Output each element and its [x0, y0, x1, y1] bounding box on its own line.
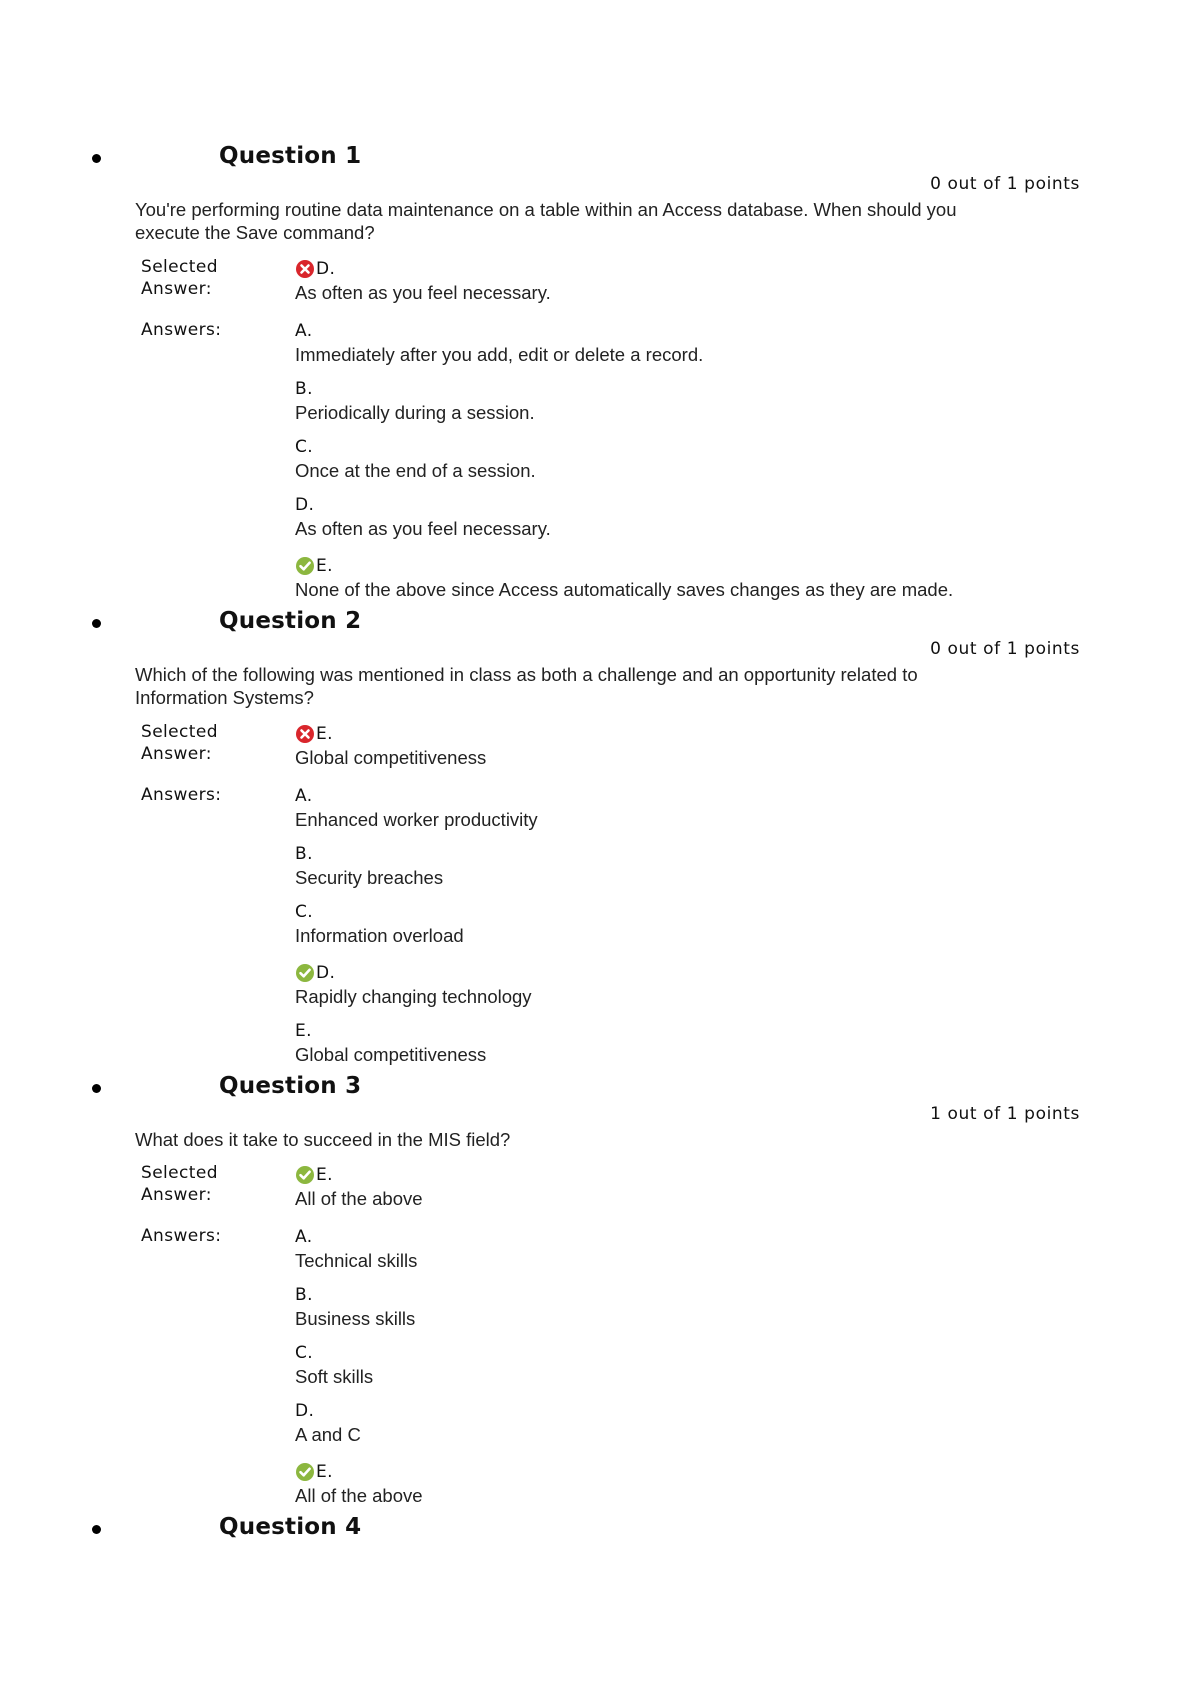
selected-answer: D. As often as you feel necessary.: [295, 259, 551, 303]
correct-icon: [295, 1462, 315, 1482]
question-title: Question 1: [219, 143, 362, 169]
answer-option-d: D. A and C: [295, 1401, 361, 1445]
selected-answer: E. All of the above: [295, 1165, 423, 1209]
answer-option-c: C. Once at the end of a session.: [295, 437, 536, 481]
selected-answer-label: Selected Answer:: [141, 1163, 218, 1205]
answer-option-a: A. Enhanced worker productivity: [295, 786, 538, 830]
answer-option-a: A. Immediately after you add, edit or delete a record.: [295, 321, 704, 365]
correct-icon: [295, 963, 315, 983]
bullet: [92, 154, 101, 163]
answers-label: Answers:: [141, 785, 222, 805]
question-title: Question 4: [219, 1514, 362, 1540]
answers-label: Answers:: [141, 1226, 222, 1246]
answer-option-a: A. Technical skills: [295, 1227, 418, 1271]
question-text: Which of the following was mentioned in class as both a challenge and an opportunity related to Information Systems?: [135, 664, 918, 708]
correct-icon: [295, 556, 315, 576]
points-score: 1 out of 1 points: [930, 1104, 1080, 1124]
correct-icon: [295, 1165, 315, 1185]
question-text: You're performing routine data maintenance on a table within an Access database. When should you execute the Save command?: [135, 199, 957, 243]
answer-option-b: B. Periodically during a session.: [295, 379, 535, 423]
question-text: What does it take to succeed in the MIS field?: [135, 1129, 511, 1150]
answers-label: Answers:: [141, 320, 222, 340]
answer-option-d: D. Rapidly changing technology: [295, 963, 532, 1007]
question-title: Question 2: [219, 608, 362, 634]
incorrect-icon: [295, 724, 315, 744]
selected-answer-label: Selected Answer:: [141, 722, 218, 764]
selected-answer: E. Global competitiveness: [295, 724, 487, 768]
bullet: [92, 619, 101, 628]
answer-option-e: E. All of the above: [295, 1462, 423, 1506]
selected-answer-label: Selected Answer:: [141, 257, 218, 299]
bullet: [92, 1525, 101, 1534]
answer-option-b: B. Security breaches: [295, 844, 444, 888]
points-score: 0 out of 1 points: [930, 174, 1080, 194]
answer-option-c: C. Soft skills: [295, 1343, 374, 1387]
answer-option-e: E. Global competitiveness: [295, 1021, 487, 1065]
question-title: Question 3: [219, 1073, 362, 1099]
answer-option-e: E. None of the above since Access automatically saves changes as they are made.: [295, 556, 954, 600]
answer-option-b: B. Business skills: [295, 1285, 416, 1329]
answer-option-d: D. As often as you feel necessary.: [295, 495, 551, 539]
incorrect-icon: [295, 259, 315, 279]
points-score: 0 out of 1 points: [930, 639, 1080, 659]
bullet: [92, 1084, 101, 1093]
answer-option-c: C. Information overload: [295, 902, 464, 946]
